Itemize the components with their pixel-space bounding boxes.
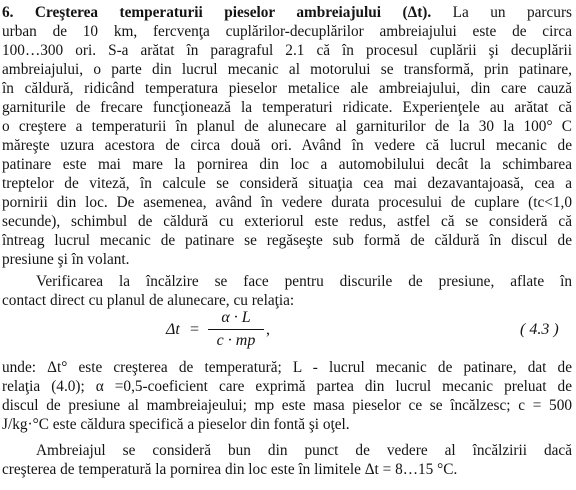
equation-number: ( 4.3 ) xyxy=(520,321,559,338)
equation-equals: = xyxy=(190,321,200,338)
paragraph-3-line-last: J/kg·°C este căldura specifică a pieselor din fontă şi oţel. xyxy=(2,416,350,433)
paragraph-1-line: pornirii din loc. De asemenea, având în vedere durata procesului de cuplare (tc<1,0 xyxy=(2,194,572,211)
paragraph-1-line: treptelor de viteză, în calcule se consideră situaţia cea mai dezavantajoasă, cea a xyxy=(2,175,572,192)
equation-numerator: α · L xyxy=(221,309,251,326)
fraction-bar xyxy=(208,329,264,330)
equation-comma: , xyxy=(266,321,270,338)
paragraph-1-line: 100…300 ori. S-a arătat în paragraful 2.1 că în procesul cuplării şi decuplării xyxy=(2,42,572,59)
paragraph-4-line-last: creşterea de temperatură la pornirea din loc este în limitele Δt = 8…15 °C. xyxy=(2,461,458,478)
paragraph-1-line: secunde), schimbul de căldură cu exteriorul este redus, astfel că se consideră că xyxy=(2,213,572,230)
paragraph-1-line-1-rest: La un parcurs xyxy=(431,4,572,21)
paragraph-1-line: urban de 10 km, fercvenţa cuplărilor-decuplărilor ambreiajului este de circa xyxy=(2,23,572,40)
paragraph-1-line-1 xyxy=(2,3,572,22)
paragraph-1-line-last: presiune şi în volant. xyxy=(2,251,130,268)
equation-4-3 xyxy=(0,308,576,352)
paragraph-1-line: patinare este mai mare la pornirea din loc a automobilului decât la schimbarea xyxy=(2,156,572,173)
paragraph-1-line: ambreiajului, o parte din lucrul mecanic al motorului se transformă, prin patinare, xyxy=(2,61,572,78)
paragraph-2-line: Verificarea la încălzire se face pentru discurile de presiune, aflate în xyxy=(36,273,572,290)
section-heading: 6. Creşterea temperaturii pieselor ambreiajului (Δt). xyxy=(2,4,432,21)
paragraph-2-line-last: contact direct cu planul de alunecare, cu relaţia: xyxy=(2,292,295,309)
paragraph-1-line: o creştere a temperaturii în planul de alunecare al garniturilor de la 30 la 100° C xyxy=(2,118,572,135)
paragraph-1-line: garniturile de frecare funcţionează la temperaturi ridicate. Experienţele au arătat că xyxy=(2,99,572,116)
paragraph-3-line: unde: Δt° este creşterea de temperatură; L - lucrul mecanic de patinare, dat de xyxy=(2,359,572,376)
paragraph-1-line: întreag lucrul mecanic de patinare se regăseşte sub formă de căldură în discul de xyxy=(2,232,572,249)
equation-lhs: Δt xyxy=(166,321,180,338)
equation-fraction xyxy=(208,308,264,351)
paragraph-3-line: relaţia (4.0); α =0,5-coeficient care exprimă partea din lucrul mecanic preluat de xyxy=(2,378,572,395)
paragraph-1-line: măreşte uzura acestora de circa două ori. Având în vedere că lucrul mecanic de xyxy=(2,137,572,154)
paragraph-3-line: discul de presiune al mambreiajeului; mp este masa pieselor ce se încălzesc; c = 500 xyxy=(2,397,572,414)
equation-denominator: c · mp xyxy=(216,332,256,349)
paragraph-4-line: Ambreiajul se consideră bun din punct de vedere al încălzirii dacă xyxy=(36,442,572,459)
paragraph-1-line: în căldură, ridicând temperatura pieselor metalice ale ambreiajului, din care cauză xyxy=(2,80,572,97)
